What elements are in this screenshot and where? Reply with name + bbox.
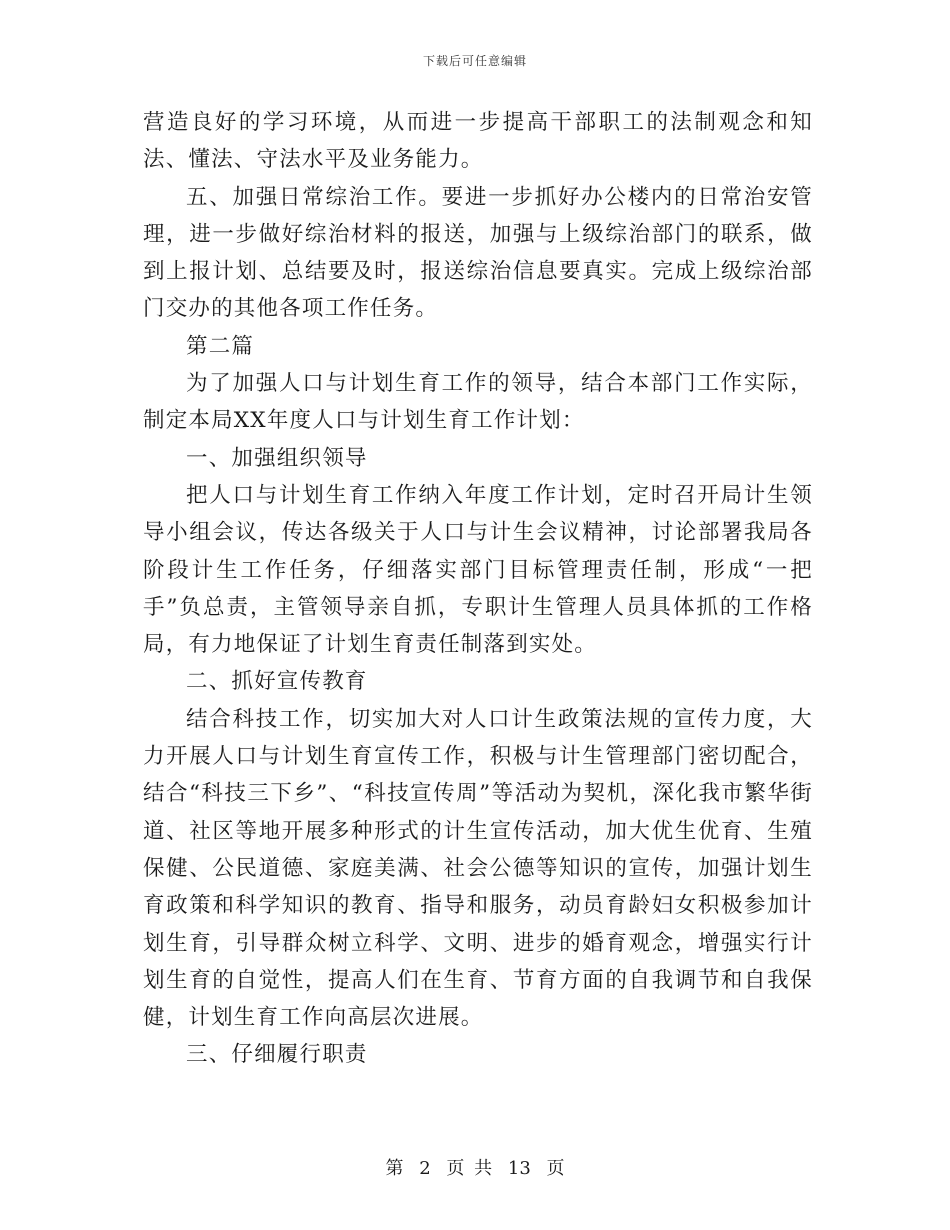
page-footer bbox=[0, 1154, 950, 1180]
footer-total-pages: 13 bbox=[507, 1158, 531, 1179]
paragraph-section-two: 结合科技工作，切实加大对人口计生政策法规的宣传力度，大力开展人口与计划生育宣传工作，积极与计生管理部门密切配合，结合“科技三下乡”、“科技宣传周”等活动为契机，深化我市繁华街道、社区等地开展多种形式的计生宣传活动，加大优生优育、生殖保健、公民道德、家庭美满、社会公德等知识的宣传，加强计划生育政策和科学知识的教育、指导和服务，动员育龄妇女积极参加计划生育，引导群众树立科学、文明、进步的婚育观念，增强实行计划生育的自觉性，提高人们在生育、节育方面的自我调节和自我保健，计划生育工作向高层次进展。 bbox=[143, 706, 813, 1031]
paragraph-section-five: 五、加强日常综治工作。要进一步抓好办公楼内的日常治安管理，进一步做好综治材料的报送，加强与上级综治部门的联系，做到上报计划、总结要及时，报送综治信息要真实。完成上级综治部门交办的其他各项工作任务。 bbox=[143, 184, 813, 322]
footer-middle: 页 共 bbox=[446, 1158, 493, 1179]
heading-section-one: 一、加强组织领导 bbox=[186, 445, 368, 471]
footer-prefix: 第 bbox=[385, 1158, 404, 1179]
paragraph-intro: 为了加强人口与计划生育工作的领导，结合本部门工作实际，制定本局XX年度人口与计划生育工作计划： bbox=[143, 371, 813, 434]
heading-section-two: 二、抓好宣传教育 bbox=[186, 669, 368, 695]
page-header: 下载后可任意编辑 bbox=[422, 54, 527, 68]
footer-current-page: 2 bbox=[419, 1158, 431, 1179]
paragraph-continuation: 营造良好的学习环境，从而进一步提高干部职工的法制观念和知法、懂法、守法水平及业务能力。 bbox=[143, 110, 813, 173]
paragraph-part-two-heading: 第二篇 bbox=[186, 333, 255, 359]
document-body bbox=[143, 104, 813, 1074]
heading-section-three: 三、仔细履行职责 bbox=[186, 1042, 368, 1068]
footer-suffix: 页 bbox=[546, 1158, 565, 1179]
paragraph-section-one: 把人口与计划生育工作纳入年度工作计划，定时召开局计生领导小组会议，传达各级关于人口与计生会议精神，讨论部署我局各阶段计生工作任务，仔细落实部门目标管理责任制，形成“一把手”负总责，主管领导亲自抓，专职计生管理人员具体抓的工作格局，有力地保证了计划生育责任制落到实处。 bbox=[143, 482, 813, 658]
